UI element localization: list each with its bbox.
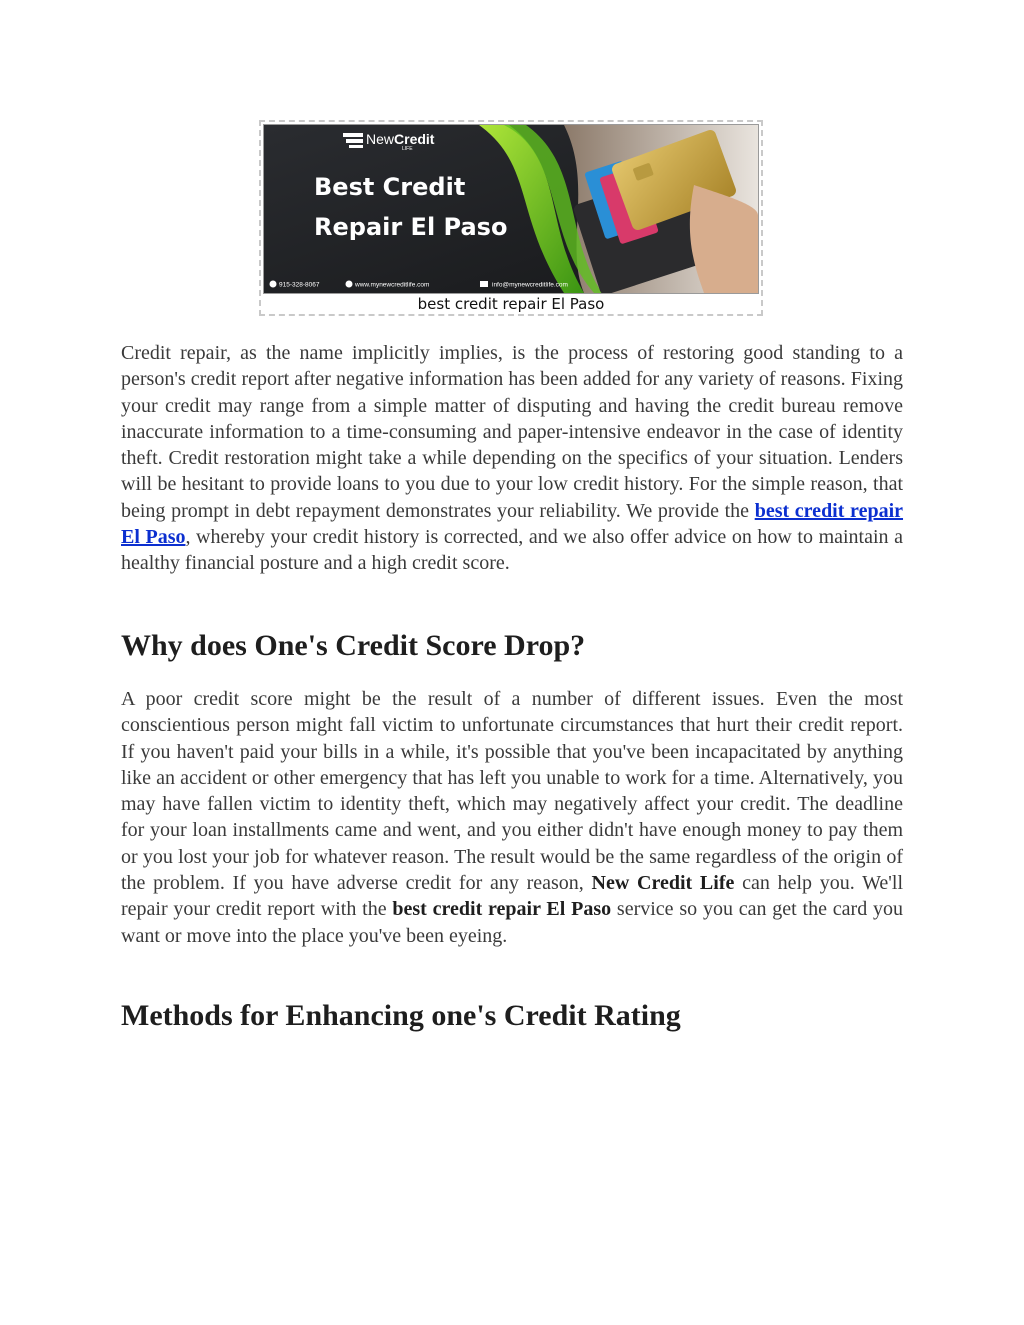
figure [259,120,763,316]
best-credit-repair-link[interactable]: best credit repair El Paso [121,499,904,549]
brand-new: New [366,131,395,147]
paragraph-1 [121,340,903,577]
banner-website: www.mynewcreditlife.com [355,281,430,289]
figure-caption: best credit repair El Paso [417,295,605,313]
globe-icon [346,281,353,288]
banner-phone: 915-328-8067 [279,281,320,289]
brand-name-bold: New Credit Life [591,872,735,895]
paragraph-2-text-a: A poor credit score might be the result of a number of different issues. Even the most conscientious person might fall victim to unfortunate circumstances that hurt their credit report. If you haven't paid your bills in a while, it's possible that you've been incapacitated by anything like an accident or other emergency that has left you unable to work for a time. Alternatively, you may have fallen victim to identity theft, which may negatively affect your credit. The deadline for your loan installments came and went, and you either didn't have enough money to pay them or you lost your job for whatever reason. The result would be the same regardless of the origin of the problem. If you have adverse credit for any reason, [121,688,903,895]
brand-credit: Credit [394,131,435,147]
paragraph-2-text-c: service so you can get the card you want or move into the place you've been eyeing. [121,898,903,947]
paragraph-1-text-b: , whereby your credit history is corrected, and we also offer advice on how to maintain a healthy financial posture and a high credit score. [121,526,904,575]
svg-text:NewCredit [366,131,435,147]
section-heading-1: Why does One's Credit Score Drop? [121,629,586,662]
phone-icon [270,281,277,288]
banner-image [263,124,759,294]
paragraph-1-text-a: Credit repair, as the name implicitly implies, is the process of restoring good standing to a person's credit report after negative information has been added for any variety of reasons. Fixing your credit may range from a simple matter of disputing and having the credit bureau remove inaccurate information to a time-consuming and paper-intensive endeavor in the case of identity theft. Credit restoration might take a while depending on the specifics of your situation. Lenders will be hesitant to provide loans to you due to your low credit history. For the simple reason, that being prompt in debt repayment demonstrates your reliability. We provide the [121,342,903,522]
paragraph-2-text-b: can help you. We'll repair your credit report with the [121,872,903,921]
brand-life: LIFE [402,146,413,152]
service-name-bold: best credit repair El Paso [392,898,612,921]
section-heading-2: Methods for Enhancing one's Credit Rating [121,999,681,1032]
paragraph-2 [121,686,903,949]
banner-headline-line2: Repair El Paso [314,213,508,241]
mail-icon [480,281,488,287]
banner-email: info@mynewcreditlife.com [492,281,568,289]
banner-headline-line1: Best Credit [314,173,466,201]
